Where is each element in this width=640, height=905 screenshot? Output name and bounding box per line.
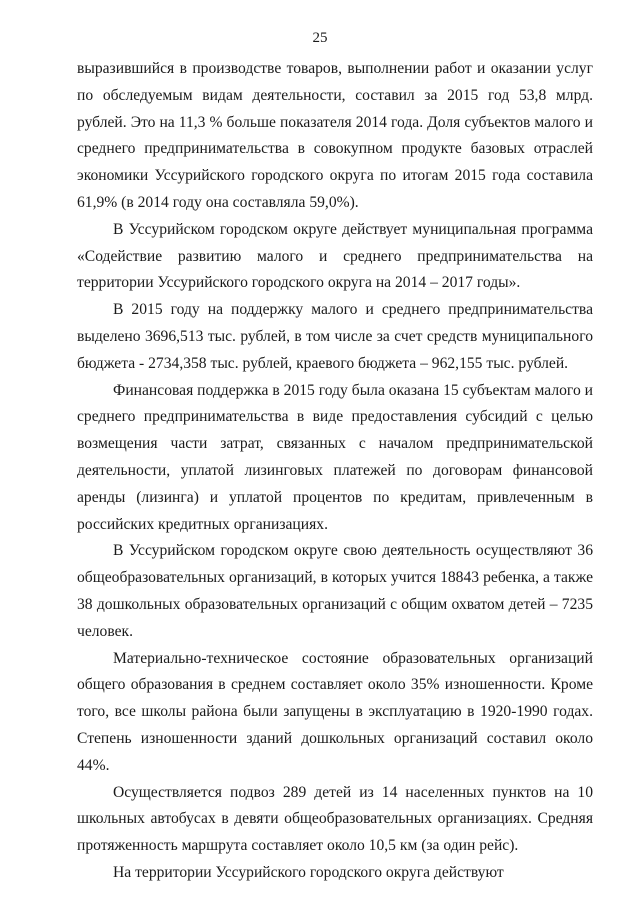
paragraph-school-transport: Осуществляется подвоз 289 детей из 14 населенных пунктов на 10 школьных автобусах в девяти общеобразовательных организациях. Средняя протяженность маршрута составляет около 10,5 км (за один рейс). <box>77 783 593 855</box>
paragraph-financial-support: Финансовая поддержка в 2015 году была оказана 15 субъектам малого и среднего предпринимательства в виде предоставления субсидий с целью возмещения части затрат, связанных с началом предпринимательской деятельности, уплатой лизинговых платежей по договорам финансовой аренды (лизинга) и уплатой процентов по кредитам, привлеченным в российских кредитных организациях. <box>77 381 593 533</box>
paragraph-gross-product: выразившийся в производстве товаров, выполнении работ и оказании услуг по обследуемым видам деятельности, составил за 2015 год 53,8 млрд. рублей. Это на 11,3 % больше показателя 2014 года. Доля субъектов малого и среднего предпринимательства в совокупном продукте базовых отраслей экономики Уссурийского городского округа по итогам 2015 года составила 61,9% (в 2014 году она составляла 59,0%). <box>77 60 593 211</box>
paragraph-territory: На территории Уссурийского городского округа действуют <box>113 863 504 881</box>
paragraph-education-organizations: В Уссурийском городском округе свою деятельность осуществляют 36 общеобразовательных организаций, в которых учится 18843 ребенка, а также 38 дошкольных образовательных организаций с общим охватом детей – 7235 человек. <box>77 542 593 640</box>
paragraph-municipal-program: В Уссурийском городском округе действует муниципальная программа «Содействие развитию малого и среднего предпринимательства на территории Уссурийского городского округа на 2014 – 2017 годы». <box>77 220 593 292</box>
page-number: 25 <box>312 30 328 46</box>
paragraph-support-funding: В 2015 году на поддержку малого и среднего предпринимательства выделено 3696,513 тыс. рублей, в том числе за счет средств муниципального бюджета - 2734,358 тыс. рублей, краевого бюджета – 962,155 тыс. рублей. <box>77 301 593 372</box>
paragraph-material-condition: Материально-техническое состояние образовательных организаций общего образования в среднем составляет около 35% изношенности. Кроме того, все школы района были запущены в эксплуатацию в 1920-1990 годах. Степень изношенности зданий дошкольных организаций составил около 44%. <box>77 649 593 774</box>
document-body <box>77 56 593 887</box>
